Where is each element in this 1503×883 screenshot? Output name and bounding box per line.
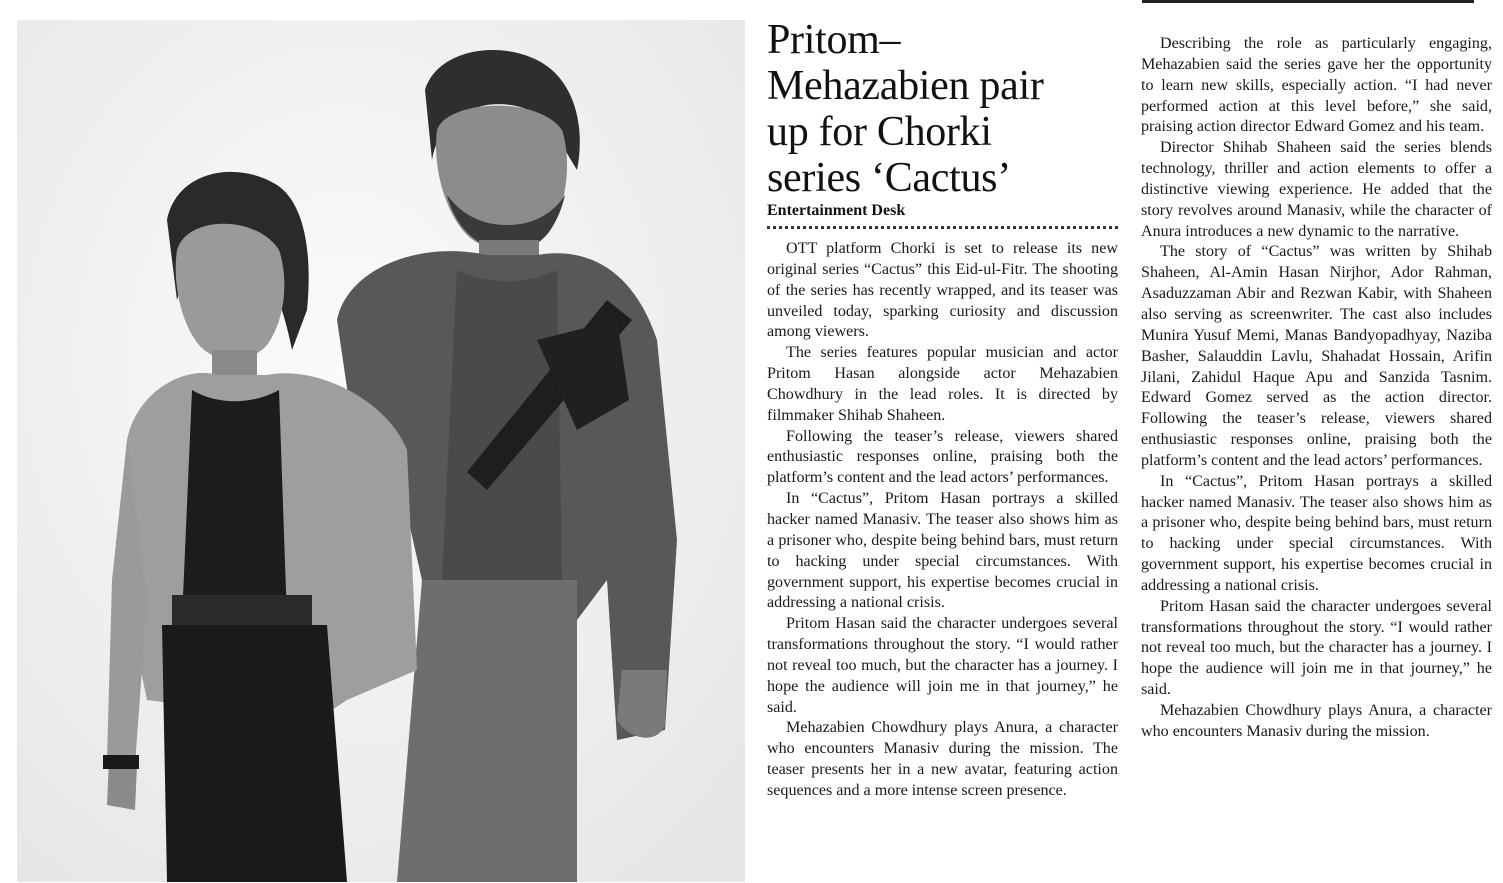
article-headline — [767, 17, 1127, 201]
body-paragraph: In “Cactus”, Pritom Hasan portrays a skilled hacker named Manasiv. The teaser also shows him as a prisoner who, despite being behind bars, must return to hacking under special circumstances. With government support, his expertise becomes crucial in addressing a national crisis. — [767, 490, 1118, 612]
body-paragraph: Pritom Hasan said the character undergoes several transformations throughout the story. “I would rather not reveal too much, but the character has a journey. I hope the audience will join me in that journey,” he said. — [1141, 597, 1492, 699]
body-paragraph: In “Cactus”, Pritom Hasan portrays a skilled hacker named Manasiv. The teaser also shows him as a prisoner who, despite being behind bars, must return to hacking under special circumstances. With government support, his expertise becomes crucial in addressing a national crisis. — [1141, 472, 1492, 594]
dotted-divider — [767, 226, 1118, 229]
photo-illustration — [17, 20, 745, 882]
body-paragraph: Mehazabien Chowdhury plays Anura, a character who encounters Manasiv during the mission. — [1141, 702, 1492, 740]
headline-line: Pritom– — [767, 17, 901, 63]
headline-line: up for Chorki — [767, 109, 992, 155]
body-paragraph: Pritom Hasan said the character undergoes several transformations throughout the story. “I would rather not reveal too much, but the character has a journey. I hope the audience will join me in that journey,” he said. — [767, 615, 1118, 716]
body-paragraph: Following the teaser’s release, viewers shared enthusiastic responses online, praising both the platform’s content and the lead actors’ performances. — [767, 427, 1118, 487]
top-rule — [1142, 0, 1474, 3]
article-photo — [17, 20, 745, 882]
body-paragraph: Describing the role as particularly engaging, Mehazabien said the series gave her the opportunity to learn new skills, especially action. “I had never performed action at this level before,” she said, praising action director Edward Gomez and his team. — [1141, 35, 1492, 136]
body-paragraph: OTT platform Chorki is set to release its new original series “Cactus” this Eid-ul-Fitr. The shooting of the series has recently wrapped, and its teaser was unveiled today, sparking curiosity and discussion among viewers. — [767, 240, 1118, 341]
body-paragraph: Director Shihab Shaheen said the series blends technology, thriller and action elements to offer a distinctive viewing experience. He added that the story revolves around Manasiv, while the character of Anura introduces a new dynamic to the narrative. — [1141, 139, 1492, 240]
body-paragraph: The story of “Cactus” was written by Shihab Shaheen, Al-Amin Hasan Nirjhor, Ador Rahman, Asaduzzaman Abir and Rezwan Kabir, with Shaheen also serving as screenwriter. The cast also includes Munira Yusuf Memi, Manas Bandyopadhyay, Naziba Basher, Salauddin Lavlu, Shahadat Hossain, Arifin Jilani, Zahidul Haque Apu and Sanzida Tasnim. Edward Gomez served as the action director. Following the teaser’s release, viewers shared enthusiastic responses online, praising both the platform’s content and the lead actors’ performances. — [1141, 243, 1492, 469]
article-byline: Entertainment Desk — [767, 202, 906, 219]
body-paragraph: The series features popular musician and actor Pritom Hasan alongside actor Mehazabien Chowdhury in the lead roles. It is directed by filmmaker Shihab Shaheen. — [767, 344, 1118, 424]
body-column-1 — [767, 239, 1118, 802]
headline-line: series ‘Cactus’ — [767, 155, 1011, 201]
headline-line: Mehazabien pair — [767, 63, 1044, 109]
body-paragraph: Mehazabien Chowdhury plays Anura, a character who encounters Manasiv during the mission. The teaser presents her in a new avatar, featuring action sequences and a more intense screen presence. — [767, 719, 1118, 799]
body-column-2 — [1141, 34, 1492, 743]
